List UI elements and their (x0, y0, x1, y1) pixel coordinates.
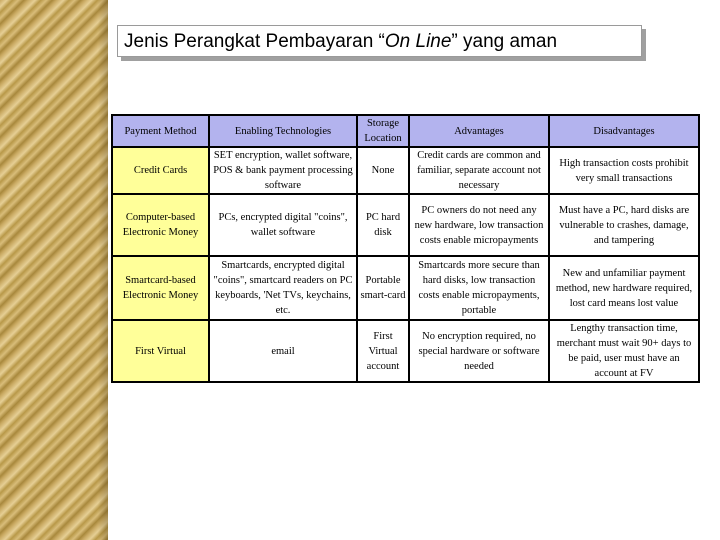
cell-advantages: Smartcards more secure than hard disks, low transaction costs enable micropayments, portable (409, 256, 549, 320)
header-enabling-technologies: Enabling Technologies (209, 115, 357, 147)
table-header-row (112, 115, 699, 147)
slide-title-emphasis: On Line (384, 31, 452, 52)
table-row (112, 256, 699, 320)
cell-storage: Portable smart-card (357, 256, 409, 320)
header-disadvantages: Disadvantages (549, 115, 699, 147)
cell-technologies: Smartcards, encrypted digital "coins", smartcard readers on PC keyboards, 'Net TVs, keychains, etc. (209, 256, 357, 320)
slide-title-suffix: ” yang aman (451, 31, 558, 52)
cell-technologies: email (209, 320, 357, 382)
cell-disadvantages: High transaction costs prohibit very small transactions (549, 147, 699, 194)
header-advantages: Advantages (409, 115, 549, 147)
cell-technologies: PCs, encrypted digital "coins", wallet software (209, 194, 357, 256)
cell-disadvantages: Lengthy transaction time, merchant must wait 90+ days to be paid, user must have an account at FV (549, 320, 699, 382)
header-storage-location: Storage Location (357, 115, 409, 147)
table-row (112, 320, 699, 382)
payment-methods-table (111, 114, 700, 383)
cell-disadvantages: New and unfamiliar payment method, new hardware required, lost card means lost value (549, 256, 699, 320)
cell-technologies: SET encryption, wallet software, POS & bank payment processing software (209, 147, 357, 194)
cell-storage: None (357, 147, 409, 194)
cell-method: Credit Cards (112, 147, 209, 194)
cell-disadvantages: Must have a PC, hard disks are vulnerable to crashes, damage, and tampering (549, 194, 699, 256)
cell-advantages: Credit cards are common and familiar, separate account not necessary (409, 147, 549, 194)
cell-storage: PC hard disk (357, 194, 409, 256)
slide-title (117, 25, 642, 57)
cell-storage: First Virtual account (357, 320, 409, 382)
table-row (112, 194, 699, 256)
cell-method: First Virtual (112, 320, 209, 382)
decorative-marble-border (0, 0, 108, 540)
cell-method: Smartcard-based Electronic Money (112, 256, 209, 320)
cell-advantages: No encryption required, no special hardware or software needed (409, 320, 549, 382)
header-payment-method: Payment Method (112, 115, 209, 147)
table-row (112, 147, 699, 194)
slide-title-text: Jenis Perangkat Pembayaran “ (124, 31, 385, 52)
cell-method: Computer-based Electronic Money (112, 194, 209, 256)
cell-advantages: PC owners do not need any new hardware, low transaction costs enable micropayments (409, 194, 549, 256)
